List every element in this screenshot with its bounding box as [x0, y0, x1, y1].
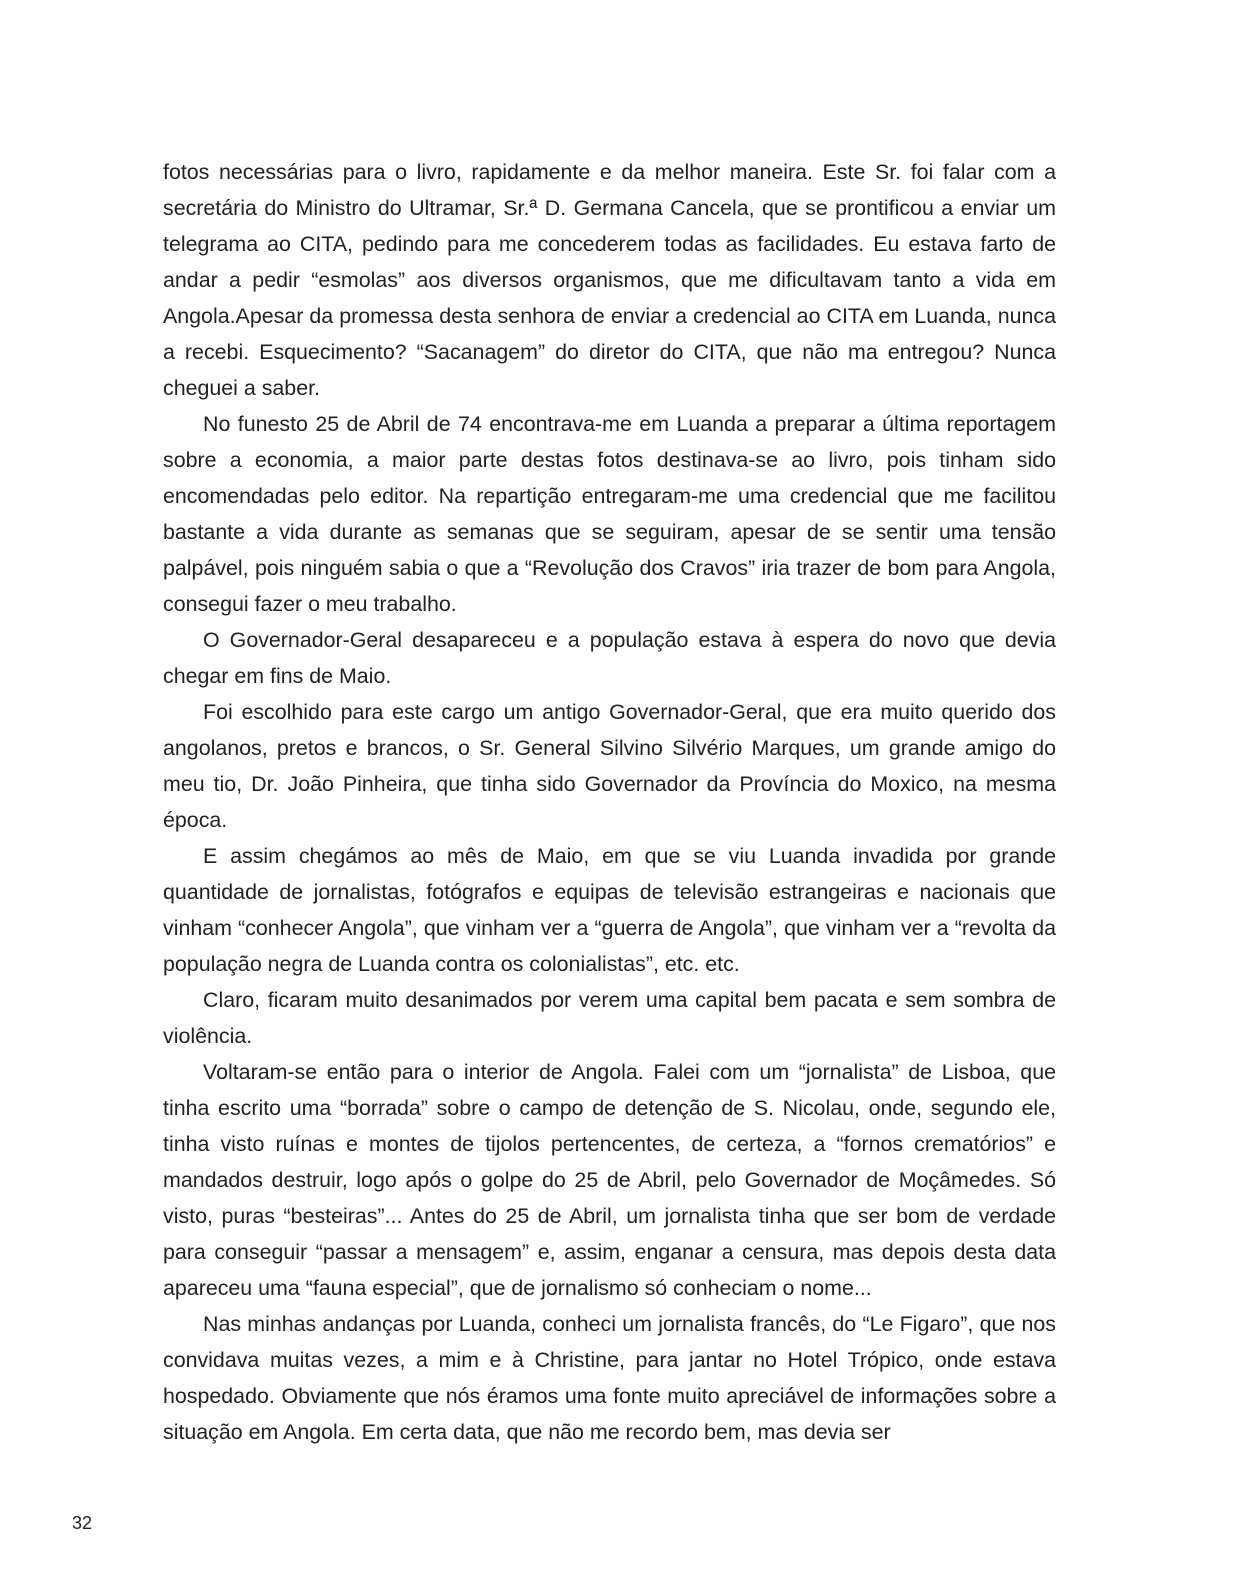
paragraph: Nas minhas andanças por Luanda, conheci um jornalista francês, do “Le Figaro”, que nos convidava muitas vezes, a mim e à Christine, para jantar no Hotel Trópico, onde estava hospedado. Obviamente que nós éramos uma fonte muito apreciável de informações sobre a situação em Angola. Em certa data, que não me recordo bem, mas devia ser: [163, 1312, 1056, 1444]
page-number: 32: [72, 1513, 93, 1533]
paragraph: Voltaram-se então para o interior de Angola. Falei com um “jornalista” de Lisboa, que tinha escrito uma “borrada” sobre o campo de detenção de S. Nicolau, onde, segundo ele, tinha visto ruínas e montes de tijolos pertencentes, de certeza, a “fornos crematórios” e mandados destruir, logo após o golpe do 25 de Abril, pelo Governador de Moçâmedes. Só visto, puras “besteiras”... Antes do 25 de Abril, um jornalista tinha que ser bom de verdade para conseguir “passar a mensagem” e, assim, enganar a censura, mas depois desta data apareceu uma “fauna especial”, que de jornalismo só conheciam o nome...: [163, 1060, 1056, 1300]
paragraph-continued: fotos necessárias para o livro, rapidamente e da melhor maneira. Este Sr. foi falar com a secretária do Ministro do Ultramar, Sr.ª D. Germana Cancela, que se prontificou a enviar um telegrama ao CITA, pedindo para me concederem todas as facilidades. Eu estava farto de andar a pedir “esmolas” aos diversos organismos, que me dificultavam tanto a vida em Angola.Apesar da promessa desta senhora de enviar a credencial ao CITA em Luanda, nunca a recebi. Esquecimento? “Sacanagem” do diretor do CITA, que não ma entregou? Nunca cheguei a saber.: [163, 160, 1056, 400]
paragraph: E assim chegámos ao mês de Maio, em que se viu Luanda invadida por grande quantidade de jornalistas, fotógrafos e equipas de televisão estrangeiras e nacionais que vinham “conhecer Angola”, que vinham ver a “guerra de Angola”, que vinham ver a “revolta da população negra de Luanda contra os colonialistas”, etc. etc.: [163, 844, 1056, 976]
paragraph: O Governador-Geral desapareceu e a população estava à espera do novo que devia chegar em fins de Maio.: [163, 628, 1056, 688]
body-text: [163, 154, 1056, 1450]
paragraph: Foi escolhido para este cargo um antigo Governador-Geral, que era muito querido dos angolanos, pretos e brancos, o Sr. General Silvino Silvério Marques, um grande amigo do meu tio, Dr. João Pinheira, que tinha sido Governador da Província do Moxico, na mesma época.: [163, 700, 1056, 832]
paragraph: Claro, ficaram muito desanimados por verem uma capital bem pacata e sem sombra de violência.: [163, 988, 1056, 1048]
paragraph: No funesto 25 de Abril de 74 encontrava-me em Luanda a preparar a última reportagem sobre a economia, a maior parte destas fotos destinava-se ao livro, pois tinham sido encomendadas pelo editor. Na repartição entregaram-me uma credencial que me facilitou bastante a vida durante as semanas que se seguiram, apesar de se sentir uma tensão palpável, pois ninguém sabia o que a “Revolução dos Cravos” iria trazer de bom para Angola, consegui fazer o meu trabalho.: [163, 412, 1056, 616]
